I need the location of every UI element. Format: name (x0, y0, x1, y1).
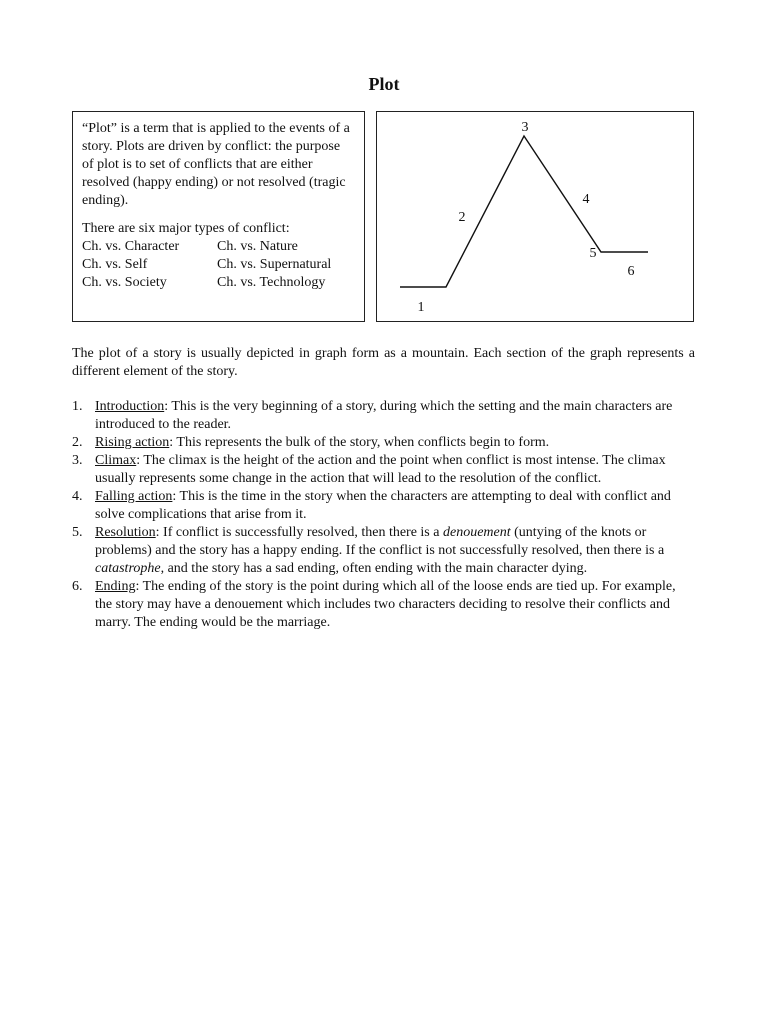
plot-diagram-box (376, 111, 694, 322)
item-text: , and the story has a sad ending, often ending with the main character dying. (160, 561, 588, 576)
term-catastrophe: catastrophe (95, 561, 161, 576)
item-text: : This is the time in the story when the characters are attempting to deal with conflict and solve complications that arise from it. (95, 489, 671, 522)
list-item (72, 578, 696, 632)
graph-explanation: The plot of a story is usually depicted in graph form as a mountain. Each section of the graph represents a different element of the story. (72, 346, 695, 379)
label-falling-action: 4 (582, 192, 590, 207)
item-text: : If conflict is successfully resolved, then there is a (155, 525, 443, 540)
item-number: 4. (72, 489, 83, 504)
label-introduction: 1 (417, 300, 425, 315)
item-number: 5. (72, 525, 83, 540)
conflict-type: Ch. vs. Nature (217, 239, 298, 254)
plot-definition: “Plot” is a term that is applied to the events of a story. Plots are driven by conflict: the purpose of plot is to set of conflicts that are either resolved (happy ending) or not resolved (tragic ending). (82, 121, 350, 208)
conflict-type: Ch. vs. Self (82, 257, 148, 272)
list-item (72, 488, 696, 524)
label-climax: 3 (521, 120, 529, 135)
item-number: 1. (72, 399, 83, 414)
item-number: 3. (72, 453, 83, 468)
list-item (72, 398, 696, 434)
definition-box (72, 111, 365, 322)
page-title: Plot (368, 74, 400, 94)
item-text: : The climax is the height of the action and the point when conflict is most intense. The climax usually represents some change in the action that will lead to the resolution of the conflict. (95, 453, 666, 486)
conflict-type: Ch. vs. Society (82, 275, 167, 290)
label-ending: 6 (627, 264, 635, 279)
plot-line (400, 136, 648, 287)
term-rising-action: Rising action (95, 435, 170, 450)
conflict-types-heading: There are six major types of conflict: (82, 221, 290, 236)
label-resolution: 5 (589, 246, 597, 261)
term-climax: Climax (95, 453, 137, 468)
term-resolution: Resolution (95, 525, 156, 540)
item-text: : This represents the bulk of the story, when conflicts begin to form. (169, 435, 550, 450)
conflict-types-list (82, 238, 355, 292)
term-denouement: denouement (442, 525, 511, 540)
plot-elements-list (72, 398, 696, 632)
conflict-type: Ch. vs. Technology (217, 275, 326, 290)
item-text: : The ending of the story is the point during which all of the loose ends are tied up. For example, the story may have a denouement which includes two characters deciding to resolve their conflicts and marry. The ending would be the marriage. (95, 579, 676, 630)
term-ending: Ending (95, 579, 136, 594)
item-text: (untying of the knots or problems) and the story has a happy ending. If the conflict is not successfully resolved, then there is a (95, 525, 665, 558)
item-number: 2. (72, 435, 83, 450)
label-rising-action: 2 (458, 210, 466, 225)
list-item (72, 524, 696, 578)
plot-mountain-diagram (377, 112, 693, 321)
term-falling-action: Falling action (95, 489, 173, 504)
item-text: : This is the very beginning of a story, during which the setting and the main characters are introduced to the reader. (95, 399, 673, 432)
conflict-type: Ch. vs. Supernatural (217, 257, 332, 272)
list-item (72, 434, 696, 452)
item-number: 6. (72, 579, 83, 594)
list-item (72, 452, 696, 488)
conflict-type: Ch. vs. Character (82, 239, 180, 254)
term-introduction: Introduction (95, 399, 165, 414)
